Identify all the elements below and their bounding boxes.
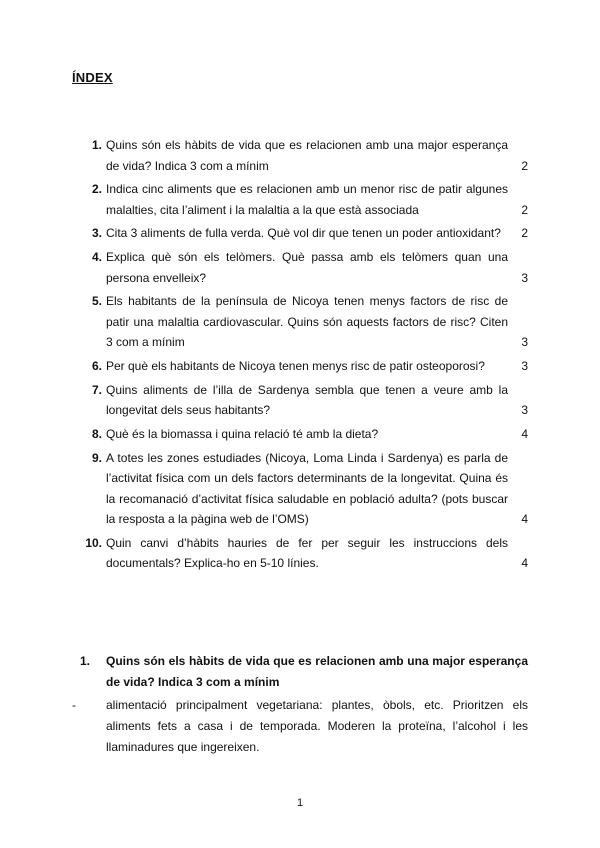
toc-entry-number: 2. [91,182,102,197]
toc-entry-page: 2 [521,226,528,241]
page-number: 1 [296,797,304,809]
toc-entry-text: Quins són els hàbits de vida que es relacionen amb una major esperança de vida? Indica 3 com a mínim [106,138,508,173]
index-title: ÍNDEX [72,70,113,85]
toc-entry-number: 5. [91,294,102,309]
toc-entry-page: 3 [521,270,528,285]
toc-entry-number: 6. [91,358,102,373]
toc-entry-number: 8. [91,426,102,441]
table-of-contents [80,135,528,577]
toc-entry-number: 4. [91,250,102,265]
toc-entry-page: 4 [521,426,528,441]
toc-entry-page: 4 [521,556,528,571]
toc-entry[interactable] [80,291,528,353]
toc-entry-text: Els habitants de la península de Nicoya tenen menys factors de risc de patir una malaltia cardiovascular. Quins són aquests factors de risc? Citen 3 com a mínim [106,294,508,350]
toc-entry[interactable] [80,380,528,421]
toc-entry-text: Indica cinc aliments que es relacionen amb un menor risc de patir algunes malalties, cita l’aliment i la malaltia a la que està associada [106,182,508,217]
toc-entry[interactable] [80,356,528,377]
toc-entry[interactable] [80,247,528,288]
toc-entry-number: 1. [91,138,102,152]
toc-entry-number: 3. [91,226,102,241]
toc-entry-page: 3 [521,335,528,350]
toc-entry-number: 10. [85,535,102,550]
toc-entry-page: 3 [521,358,528,373]
answer-text: alimentació principalment vegetariana: plantes, òbols, etc. Prioritzen els aliments fets a casa i de temporada. Moderen la proteïna, l’alcohol i les llaminadures que ingereixen. [106,698,528,754]
toc-entry[interactable] [80,533,528,574]
toc-entry[interactable] [80,179,528,220]
toc-entry-number: 7. [91,382,102,397]
toc-entry-text: Explica què són els telòmers. Què passa amb els telòmers quan una persona envelleix? [106,250,508,285]
toc-entry[interactable] [80,448,528,530]
question-text: Quins són els hàbits de vida que es relacionen amb una major esperança de vida? Indica 3 com a mínim [106,654,528,689]
toc-entry-page: 4 [521,512,528,526]
dash-bullet-icon: - [72,698,76,712]
toc-entry[interactable] [80,223,528,244]
question-number: 1. [80,654,91,668]
toc-entry[interactable] [80,424,528,445]
toc-entry-text: Quins aliments de l’illa de Sardenya sembla que tenen a veure amb la longevitat dels seus habitants? [106,382,508,418]
toc-entry[interactable] [80,135,528,176]
toc-entry-text: Quin canvi d’hàbits hauries de fer per seguir les instruccions dels documentals? Explica-ho en 5-10 línies. [106,535,508,571]
answer-section-1 [72,651,528,758]
answer-bullet [72,695,528,758]
toc-entry-text: Per què els habitants de Nicoya tenen menys risc de patir osteoporosi? [106,358,485,373]
question-heading [72,651,528,693]
toc-entry-text: A totes les zones estudiades (Nicoya, Loma Linda i Sardenya) es parla de l’activitat física com un dels factors determinants de la longevitat. Quina és la recomanació d’activitat física saludable en població adulta? (pots buscar la resposta a la pàgina web de l’OMS) [106,450,508,526]
toc-entry-text: Què és la biomassa i quina relació té amb la dieta? [106,426,379,441]
toc-entry-text: Cita 3 aliments de fulla verda. Què vol dir que tenen un poder antioxidant? [106,226,501,241]
toc-entry-page: 2 [521,158,528,173]
toc-entry-number: 9. [91,450,102,465]
toc-entry-page: 3 [521,403,528,418]
toc-entry-page: 2 [521,202,528,217]
